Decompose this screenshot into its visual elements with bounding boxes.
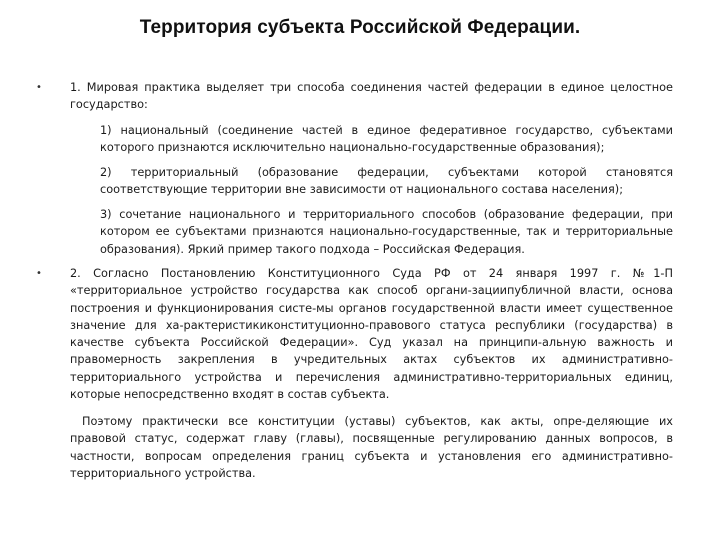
bullet-dot-icon: • (36, 82, 42, 93)
slide-title: Территория субъекта Российской Федерации. (139, 17, 581, 38)
list-item-combined: 3) сочетание национального и территориального способов (образование федерации, при котором ее субъектами признаются национально-государственные, так и территориальные образования). Яркий пример такого подхода – Российская Федерация. (100, 208, 673, 256)
list-item-national: 1) национальный (соединение частей в единое федеративное государство, субъектами которого признаются исключительно национально-государственные образования); (100, 124, 673, 155)
bullet-dot-icon: • (36, 268, 42, 279)
paragraph-court-ruling: 2. Согласно Постановлению Конституционного Суда РФ от 24 января 1997 г. №1-П «территориальное устройство государства как способ органи-зациипубличной власти, основа построения и функционирования систе-мы органов государственной власти имеет существенное значение для ха-рактеристикиконституционно-правового статуса республики (государства) в качестве субъекта Российской Федерации». Суд указал на принципи-альную важность и правомерность закрепления в учредительных актах субъектов их административно-территориального устройства и перечисления административно-территориальных единиц, которые непосредственно входят в состав субъекта. (70, 267, 673, 402)
list-item-territorial: 2) территориальный (образование федерации, субъектами которой становятся соответствующие территории вне зависимости от национального состава населения); (100, 166, 673, 197)
paragraph-intro: 1. Мировая практика выделяет три способа соединения частей федерации в единое целостное государство: (70, 81, 673, 112)
paragraph-conclusion: Поэтому практически все конституции (уставы) субъектов, как акты, опре-деляющие их правовой статус, содержат главу (главы), посвященные регулированию данных вопросов, в частности, вопросам определения границ субъекта и установления его административно-территориального устройства. (70, 415, 673, 480)
